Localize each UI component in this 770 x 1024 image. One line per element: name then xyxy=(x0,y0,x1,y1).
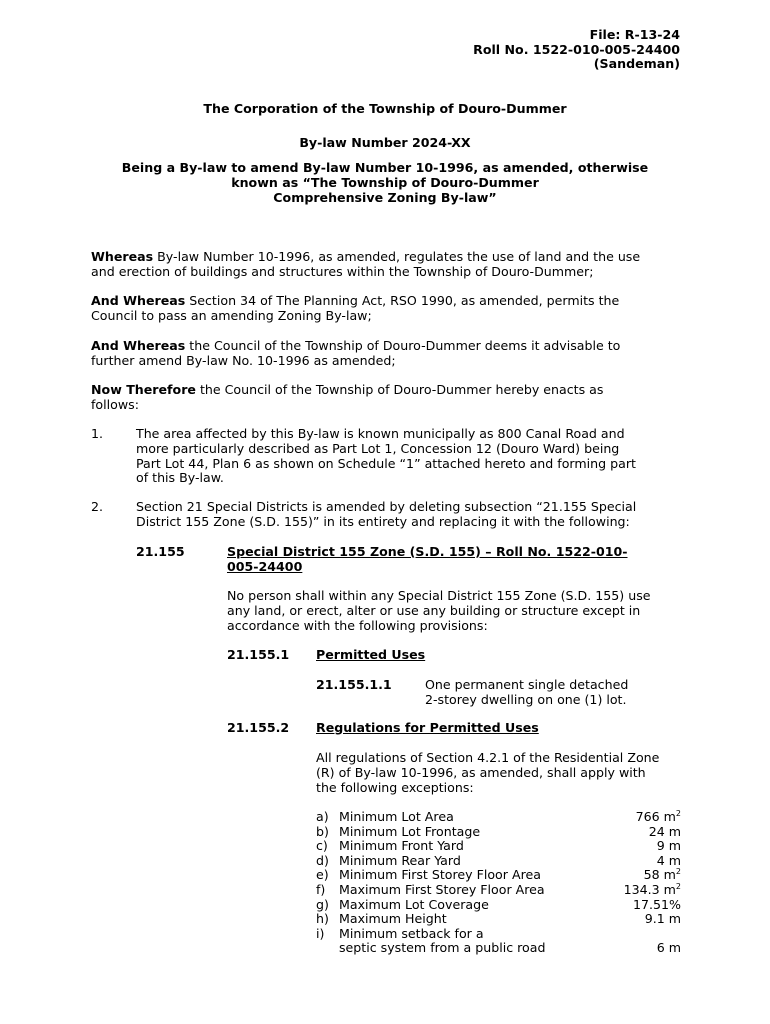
regulation-letter: d) xyxy=(316,852,329,868)
regulation-label: Minimum First Storey Floor Area xyxy=(339,867,541,883)
regulation-row xyxy=(316,809,681,825)
recital-text: and erection of buildings and structures within the Township of Douro-Dummer; xyxy=(91,263,594,279)
permitted-use-line: 2-storey dwelling on one (1) lot. xyxy=(425,691,627,707)
regulation-value: 17.51% xyxy=(632,896,681,912)
section-heading xyxy=(227,545,687,575)
recital xyxy=(91,383,691,413)
recital-lead: Now Therefore xyxy=(91,382,196,397)
regulation-label: Minimum setback for a xyxy=(339,925,484,941)
item-text xyxy=(136,427,696,486)
regulation-value-wrap xyxy=(657,854,681,869)
regulation-value-wrap xyxy=(657,941,681,956)
regulation-letter: e) xyxy=(316,867,329,883)
subsection-number: 21.155.2 xyxy=(227,720,290,735)
regulation-value-wrap xyxy=(636,810,681,825)
roll-number: Roll No. 1522-010-005-24400 xyxy=(473,41,680,57)
regulation-label: Maximum Lot Coverage xyxy=(339,896,489,912)
item-line: The area affected by this By-law is known municipally as 800 Canal Road and xyxy=(136,426,625,441)
regulation-value: 24 m xyxy=(648,823,681,839)
permitted-use-text xyxy=(425,678,685,708)
purpose-line: Being a By-law to amend By-law Number 10-1996, as amended, otherwise xyxy=(121,160,649,175)
regulation-label: Maximum Height xyxy=(339,911,447,927)
regulation-letter: f) xyxy=(316,882,326,897)
regulation-value-wrap xyxy=(633,898,681,913)
regulation-row xyxy=(316,852,681,869)
recital xyxy=(91,294,691,324)
file-number: File: R-13-24 xyxy=(589,27,680,42)
regulation-row xyxy=(316,896,681,913)
intro-line: (R) of By-law 10-1996, as amended, shall apply with xyxy=(316,764,646,780)
regulation-value: 134.3 m xyxy=(623,882,676,897)
regulation-row xyxy=(316,823,681,840)
regulation-label: Minimum Lot Area xyxy=(339,809,454,824)
regulation-letter: c) xyxy=(316,838,328,854)
intro-line: All regulations of Section 4.2.1 of the Residential Zone xyxy=(316,750,660,765)
recital-text: Council to pass an amending Zoning By-law; xyxy=(91,307,372,323)
regulation-value: 58 m xyxy=(643,867,676,883)
section-intro xyxy=(227,589,687,633)
regulation-letter: b) xyxy=(316,823,329,839)
file-header xyxy=(380,28,680,72)
intro-line: any land, or erect, alter or use any building or structure except in xyxy=(227,602,641,618)
regulations-intro xyxy=(316,751,686,795)
owner-name: (Sandeman) xyxy=(593,56,680,71)
item-line: more particularly described as Part Lot 1, Concession 12 (Douro Ward) being xyxy=(136,440,620,456)
purpose-line: known as “The Township of Douro-Dummer xyxy=(231,174,539,190)
regulation-value: 766 m xyxy=(635,809,676,824)
regulation-value: 6 m xyxy=(656,940,681,956)
item-number: 1. xyxy=(91,426,104,441)
regulation-label: Minimum Front Yard xyxy=(339,838,464,854)
regulation-value: 9 m xyxy=(656,838,681,854)
regulation-row xyxy=(316,838,681,854)
permitted-use-line: One permanent single detached xyxy=(425,677,629,692)
section-heading-line: Special District 155 Zone (S.D. 155) – Roll No. 1522-010- xyxy=(227,544,628,559)
regulation-value-wrap xyxy=(644,868,681,883)
regulation-label: Minimum Lot Frontage xyxy=(339,823,481,839)
regulation-row xyxy=(339,941,681,956)
regulation-row xyxy=(316,925,681,942)
regulation-row xyxy=(316,911,681,927)
corporation-title: The Corporation of the Township of Douro-Dummer xyxy=(203,101,567,116)
recital-lead: Whereas xyxy=(91,249,154,264)
regulation-row xyxy=(316,867,681,883)
section-number: 21.155 xyxy=(136,544,185,559)
bylaw-number: By-law Number 2024-XX xyxy=(299,135,471,150)
recital xyxy=(91,250,691,280)
subsection-heading: Regulations for Permitted Uses xyxy=(316,720,539,735)
regulation-label: Maximum First Storey Floor Area xyxy=(339,882,545,897)
recital-text: By-law Number 10-1996, as amended, regulates the use of land and the use xyxy=(153,249,641,264)
regulation-label: septic system from a public road xyxy=(339,940,546,956)
intro-line: No person shall within any Special District 155 Zone (S.D. 155) use xyxy=(227,588,651,603)
regulation-letter: g) xyxy=(316,896,329,912)
regulation-row xyxy=(316,882,681,898)
regulation-value: 4 m xyxy=(656,852,681,868)
regulation-label: Minimum Rear Yard xyxy=(339,852,461,868)
intro-line: the following exceptions: xyxy=(316,779,474,795)
regulation-value-wrap xyxy=(645,912,681,927)
regulation-value-wrap xyxy=(649,825,681,840)
item-line: of this By-law. xyxy=(136,470,224,486)
recital-text: the Council of the Township of Douro-Dummer deems it advisable to xyxy=(185,338,621,353)
recital-text: Section 34 of The Planning Act, RSO 1990, as amended, permits the xyxy=(185,293,620,308)
subsection-heading: Permitted Uses xyxy=(316,647,426,662)
recital-lead: And Whereas xyxy=(91,293,186,308)
purpose-line: Comprehensive Zoning By-law” xyxy=(273,189,497,205)
regulation-letter: i) xyxy=(316,925,325,941)
subsection-number: 21.155.1 xyxy=(227,647,290,662)
regulation-unit-exponent: 2 xyxy=(675,809,681,818)
regulation-letter: h) xyxy=(316,911,329,927)
item-number: 2. xyxy=(91,499,104,514)
bylaw-purpose xyxy=(85,161,685,205)
regulation-unit-exponent: 2 xyxy=(675,867,681,877)
regulation-value-wrap xyxy=(657,839,681,854)
permitted-use-number: 21.155.1.1 xyxy=(316,677,392,692)
recital-lead: And Whereas xyxy=(91,338,186,353)
section-heading-line: 005-24400 xyxy=(227,558,303,574)
regulation-unit-exponent: 2 xyxy=(675,882,681,891)
item-line: Part Lot 44, Plan 6 as shown on Schedule “1” attached hereto and forming part xyxy=(136,455,636,471)
regulation-value-wrap xyxy=(624,883,681,898)
item-text xyxy=(136,500,696,530)
recital-text: further amend By-law No. 10-1996 as amended; xyxy=(91,352,396,368)
recital xyxy=(91,339,691,369)
item-line: District 155 Zone (S.D. 155)” in its entirety and replacing it with the following: xyxy=(136,513,630,529)
item-line: Section 21 Special Districts is amended by deleting subsection “21.155 Special xyxy=(136,499,637,514)
recital-text: the Council of the Township of Douro-Dummer hereby enacts as xyxy=(195,382,604,397)
regulation-value: 9.1 m xyxy=(644,911,681,927)
recital-text: follows: xyxy=(91,396,139,412)
intro-line: accordance with the following provisions: xyxy=(227,617,488,633)
regulation-letter: a) xyxy=(316,809,329,824)
